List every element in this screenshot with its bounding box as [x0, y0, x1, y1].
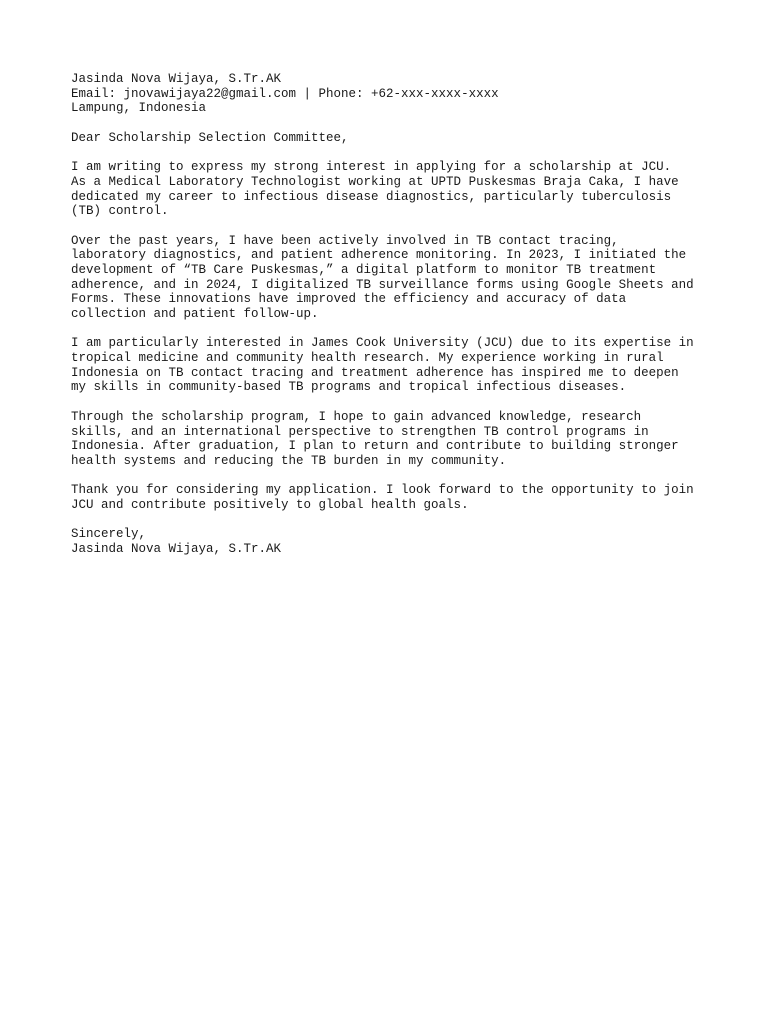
paragraph-line: laboratory diagnostics, and patient adherence monitoring. In 2023, I initiated the — [71, 248, 687, 263]
paragraph-line: I am particularly interested in James Cook University (JCU) due to its expertise in — [71, 336, 694, 351]
letter-page — [71, 72, 721, 571]
paragraph-line: adherence, and in 2024, I digitalized TB surveillance forms using Google Sheets and — [71, 277, 694, 292]
paragraph-line: Indonesia. After graduation, I plan to return and contribute to building stronger — [71, 439, 679, 454]
paragraph-line: JCU and contribute positively to global health goals. — [71, 497, 469, 512]
paragraph-line: development of “TB Care Puskesmas,” a digital platform to monitor TB treatment — [71, 262, 657, 277]
paragraph-line: Over the past years, I have been actively involved in TB contact tracing, — [71, 233, 619, 248]
paragraph-2 — [71, 234, 721, 322]
paragraph-line: tropical medicine and community health research. My experience working in rural — [71, 351, 664, 366]
paragraph-line: Forms. These innovations have improved the efficiency and accuracy of data — [71, 292, 627, 307]
sender-contact: Email: jnovawijaya22@gmail.com | Phone: +62-xxx-xxxx-xxxx — [71, 86, 499, 101]
paragraph-line: skills, and an international perspective to strengthen TB control programs in — [71, 424, 649, 439]
sender-name: Jasinda Nova Wijaya, S.Tr.AK — [71, 72, 282, 86]
paragraph-line: health systems and reducing the TB burden in my community. — [71, 453, 507, 468]
valediction: Sincerely, — [71, 527, 147, 542]
paragraph-3 — [71, 336, 721, 395]
sender-location: Lampung, Indonesia — [71, 101, 207, 116]
paragraph-4 — [71, 410, 721, 469]
paragraph-line: (TB) control. — [71, 204, 169, 219]
paragraph-line: I am writing to express my strong interest in applying for a scholarship at JCU. — [71, 160, 672, 175]
paragraph-5 — [71, 483, 721, 512]
paragraph-line: Indonesia on TB contact tracing and treatment adherence has inspired me to deepen — [71, 365, 679, 380]
paragraph-1 — [71, 160, 721, 219]
signature: Jasinda Nova Wijaya, S.Tr.AK — [71, 542, 282, 556]
paragraph-line: As a Medical Laboratory Technologist working at UPTD Puskesmas Braja Caka, I have — [71, 174, 679, 189]
paragraph-line: dedicated my career to infectious disease diagnostics, particularly tuberculosis — [71, 189, 672, 204]
salutation-block — [71, 131, 721, 146]
closing-block — [71, 527, 721, 556]
paragraph-line: Thank you for considering my application. I look forward to the opportunity to join — [71, 483, 694, 498]
letter-header — [71, 72, 721, 116]
salutation: Dear Scholarship Selection Committee, — [71, 130, 349, 145]
paragraph-line: my skills in community-based TB programs and tropical infectious diseases. — [71, 380, 627, 395]
paragraph-line: Through the scholarship program, I hope to gain advanced knowledge, research — [71, 409, 642, 424]
paragraph-line: collection and patient follow-up. — [71, 307, 319, 321]
